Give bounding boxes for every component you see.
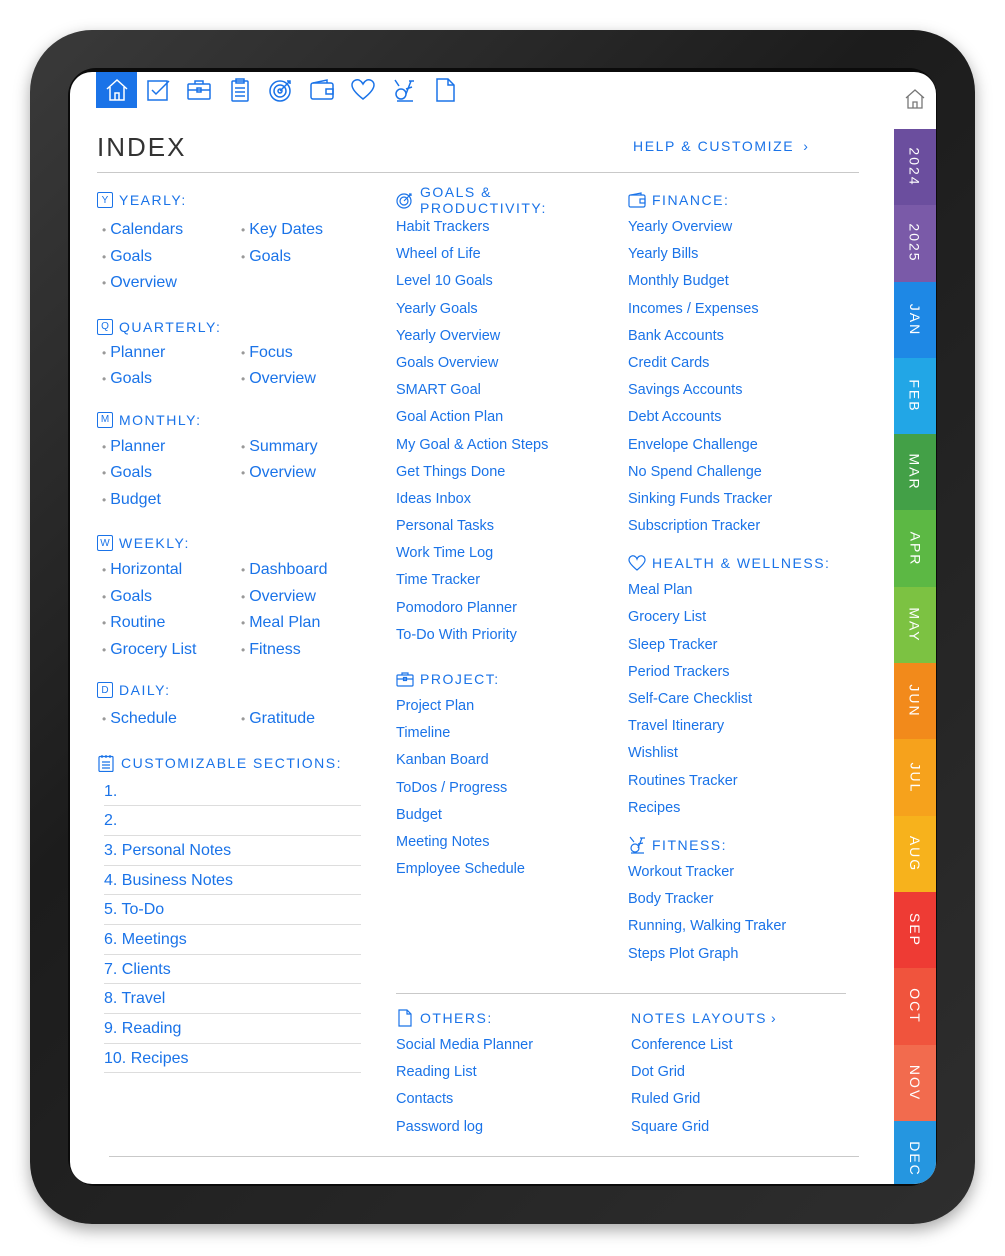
health-item[interactable]: Meal Plan [628,582,693,599]
finance-heading-label: FINANCE: [652,192,730,208]
briefcase-icon[interactable] [178,72,219,108]
notes-item[interactable]: Ruled Grid [631,1091,701,1108]
goals-item[interactable]: My Goal & Action Steps [396,436,549,453]
weekly-dashboard[interactable]: • Dashboard [241,561,328,578]
weekly-overview[interactable]: • Overview [241,587,316,605]
help-customize-link[interactable] [633,138,810,154]
notes-item[interactable]: Dot Grid [631,1064,685,1081]
goals-item[interactable]: Ideas Inbox [396,490,471,507]
yearly-list [102,217,367,297]
health-heading[interactable] [628,553,868,573]
others-item[interactable]: Social Media Planner [396,1037,534,1053]
tab-aug[interactable]: AUG [894,816,936,892]
yearly-goals[interactable]: • Goals [102,247,152,265]
others-item[interactable]: Reading List [396,1064,477,1081]
others-heading[interactable] [396,1008,621,1028]
custom-section-2[interactable]: 2. [104,806,361,836]
wallet-icon[interactable] [301,72,342,108]
monthly-overview[interactable]: • Overview [241,464,316,481]
weekly-list [102,557,367,663]
chevron-right-icon: › [770,1010,778,1026]
fitness-list [628,859,868,968]
tab-2024[interactable]: 2024 [894,129,936,205]
finance-item[interactable]: Savings Accounts [628,382,743,399]
finance-item[interactable]: Envelope Challenge [628,436,758,453]
fitness-item[interactable]: Running, Walking Traker [628,918,787,935]
weekly-heading[interactable] [97,533,367,553]
tab-apr[interactable]: APR [894,510,936,586]
project-item[interactable]: ToDos / Progress [396,779,508,796]
custom-section-3[interactable]: 3. Personal Notes [104,836,361,866]
goals-item[interactable]: Personal Tasks [396,518,495,535]
clipboard-icon[interactable] [219,72,260,108]
side-tabs [894,129,936,1184]
project-heading-label: PROJECT: [420,671,500,687]
daily-gratitude[interactable]: • Gratitude [241,710,316,727]
weekly-grocery-list[interactable]: • Grocery List [102,640,197,658]
finance-item[interactable]: Yearly Overview [628,219,733,235]
project-item[interactable]: Budget [396,806,442,823]
briefcase-icon [396,670,414,688]
chevron-right-icon: › [803,138,810,154]
goals-heading[interactable] [396,184,621,216]
health-item[interactable]: Wishlist [628,745,678,762]
exercise-bike-icon [628,836,646,854]
goals-item[interactable]: Pomodoro Planner [396,599,517,616]
notes-list [631,1032,851,1141]
others-section [396,1008,621,1141]
customizable-heading-label: CUSTOMIZABLE SECTIONS: [121,754,342,771]
finance-list [628,214,868,540]
weekly-horizontal[interactable]: • Horizontal [102,561,183,578]
yearly-heading-label: YEARLY: [119,192,187,208]
yearly-calendars[interactable]: • Calendars [102,221,184,238]
monthly-heading-label: MONTHLY: [119,411,202,428]
project-item[interactable]: Employee Schedule [396,861,525,878]
column-finance-health [628,190,868,968]
help-customize-label: HELP & CUSTOMIZE [633,138,795,154]
tab-may[interactable]: MAY [894,587,936,663]
quarterly-overview[interactable]: • Overview [241,370,316,387]
finance-item[interactable]: Monthly Budget [628,273,729,290]
heart-icon[interactable] [342,72,383,108]
weekly-goals[interactable]: • Goals [102,587,152,605]
custom-section-1[interactable]: 1. [104,777,361,807]
monthly-heading[interactable] [97,410,367,430]
target-icon [396,191,414,209]
health-item[interactable]: Grocery List [628,609,707,626]
page-icon[interactable] [424,72,465,108]
quarterly-focus[interactable]: • Focus [241,343,293,361]
fitness-item[interactable]: Workout Tracker [628,863,735,880]
monthly-planner[interactable]: • Planner [102,437,166,455]
health-heading-label: HEALTH & WELLNESS: [652,555,831,572]
others-item[interactable]: Password log [396,1118,484,1135]
goals-item[interactable]: Goals Overview [396,354,499,371]
project-item[interactable]: Kanban Board [396,752,489,769]
weekly-heading-label: WEEKLY: [119,535,190,551]
calendar-q-icon: Q [97,319,113,335]
notepad-icon [97,754,115,772]
others-divider [396,993,846,994]
project-list [396,693,621,883]
quarterly-list [102,340,367,393]
customizable-heading [97,753,367,773]
project-item[interactable]: Meeting Notes [396,833,490,850]
notes-layouts-heading-label: NOTES LAYOUTS [631,1010,767,1026]
tab-sep[interactable]: SEP [894,892,936,968]
yearly-heading[interactable] [97,190,367,210]
project-heading[interactable] [396,669,621,689]
goals-item[interactable]: Wheel of Life [396,246,481,263]
goals-item[interactable]: Yearly Overview [396,327,501,344]
finance-item[interactable]: Incomes / Expenses [628,300,759,317]
tab-nov[interactable]: NOV [894,1045,936,1121]
wallet-icon [628,191,646,209]
page-title: INDEX [97,132,187,162]
goals-item[interactable]: Time Tracker [396,572,481,589]
footer-divider [109,1156,859,1157]
custom-section-10[interactable]: 10. Recipes [104,1044,361,1074]
goals-item[interactable]: SMART Goal [396,382,481,399]
project-item[interactable]: Timeline [396,725,451,742]
goals-item[interactable]: Habit Trackers [396,219,490,235]
notes-layouts-heading[interactable] [631,1008,851,1028]
finance-item[interactable]: Debt Accounts [628,409,722,426]
custom-section-8[interactable]: 8. Travel [104,984,361,1014]
goals-item[interactable]: Yearly Goals [396,300,478,317]
weekly-fitness[interactable]: • Fitness [241,640,301,658]
health-item[interactable]: Sleep Tracker [628,636,718,653]
health-item[interactable]: Period Trackers [628,663,730,680]
notes-item[interactable]: Square Grid [631,1118,710,1135]
goals-item[interactable]: Goal Action Plan [396,409,504,426]
tab-jul[interactable]: JUL [894,739,936,815]
finance-item[interactable]: Sinking Funds Tracker [628,490,773,507]
yearly-goals-2[interactable]: • Goals [241,247,291,265]
fitness-item[interactable]: Body Tracker [628,891,714,908]
home-icon-right[interactable] [904,88,926,110]
tab-oct[interactable]: OCT [894,968,936,1044]
column-periods [97,190,367,1073]
weekly-routine[interactable]: • Routine [102,614,166,631]
yearly-key-dates[interactable]: • Key Dates [241,221,324,238]
customizable-list [97,777,367,1074]
others-list [396,1032,621,1141]
checkbox-icon[interactable] [137,72,178,108]
monthly-list [102,434,367,514]
finance-item[interactable]: Bank Accounts [628,327,724,344]
yearly-overview[interactable]: • Overview [102,274,177,291]
quarterly-heading[interactable] [97,317,367,337]
goals-item[interactable]: Work Time Log [396,545,494,562]
goals-item[interactable]: Level 10 Goals [396,273,493,290]
custom-section-9[interactable]: 9. Reading [104,1014,361,1044]
health-item[interactable]: Self-Care Checklist [628,691,753,707]
goals-heading-label: GOALS & PRODUCTIVITY: [420,184,547,216]
calendar-y-icon: Y [97,192,113,208]
fitness-item[interactable]: Steps Plot Graph [628,945,739,962]
notes-item[interactable]: Conference List [631,1037,733,1053]
header-divider [97,172,859,173]
top-toolbar [96,72,465,108]
finance-item[interactable]: Credit Cards [628,354,710,371]
monthly-budget[interactable]: • Budget [102,490,161,508]
calendar-w-icon: W [97,535,113,551]
goals-item[interactable]: Get Things Done [396,463,506,480]
daily-schedule[interactable]: • Schedule [102,710,177,727]
planner-screen [70,72,936,1184]
quarterly-planner[interactable]: • Planner [102,343,166,361]
custom-section-4[interactable]: 4. Business Notes [104,866,361,896]
others-heading-label: OTHERS: [420,1010,493,1026]
tab-2025[interactable]: 2025 [894,205,936,281]
quarterly-goals[interactable]: • Goals [102,370,152,387]
custom-section-7[interactable]: 7. Clients [104,955,361,985]
project-item[interactable]: Project Plan [396,698,475,714]
goals-list [396,214,621,649]
health-item[interactable]: Routines Tracker [628,772,738,789]
tab-jun[interactable]: JUN [894,663,936,739]
fitness-heading[interactable] [628,835,868,855]
heart-icon [628,554,646,572]
custom-section-5[interactable]: 5. To-Do [104,895,361,925]
health-list [628,577,868,822]
finance-heading[interactable] [628,190,868,210]
custom-section-6[interactable]: 6. Meetings [104,925,361,955]
notes-layouts-section [631,1008,851,1141]
calendar-d-icon: D [97,682,113,698]
tab-feb[interactable]: FEB [894,358,936,434]
finance-item[interactable]: No Spend Challenge [628,463,762,480]
monthly-summary[interactable]: • Summary [241,437,318,455]
health-item[interactable]: Travel Itinerary [628,718,725,735]
quarterly-heading-label: QUARTERLY: [119,318,222,335]
daily-heading-label: DAILY: [119,682,171,698]
exercise-bike-icon[interactable] [383,72,424,108]
column-goals-project [396,184,621,883]
tab-jan[interactable]: JAN [894,282,936,358]
monthly-goals[interactable]: • Goals [102,464,152,481]
finance-item[interactable]: Subscription Tracker [628,518,761,535]
tab-dec[interactable]: DEC [894,1121,936,1184]
target-icon[interactable] [260,72,301,108]
daily-heading[interactable] [97,680,367,700]
daily-list [102,706,367,733]
weekly-meal-plan[interactable]: • Meal Plan [241,614,321,631]
fitness-heading-label: FITNESS: [652,836,728,853]
finance-item[interactable]: Yearly Bills [628,246,699,263]
page-icon [396,1009,414,1027]
calendar-m-icon: M [97,412,113,428]
tab-mar[interactable]: MAR [894,434,936,510]
home-icon[interactable] [96,72,137,108]
health-item[interactable]: Recipes [628,799,681,816]
others-item[interactable]: Contacts [396,1091,454,1108]
goals-item[interactable]: To-Do With Priority [396,626,517,643]
